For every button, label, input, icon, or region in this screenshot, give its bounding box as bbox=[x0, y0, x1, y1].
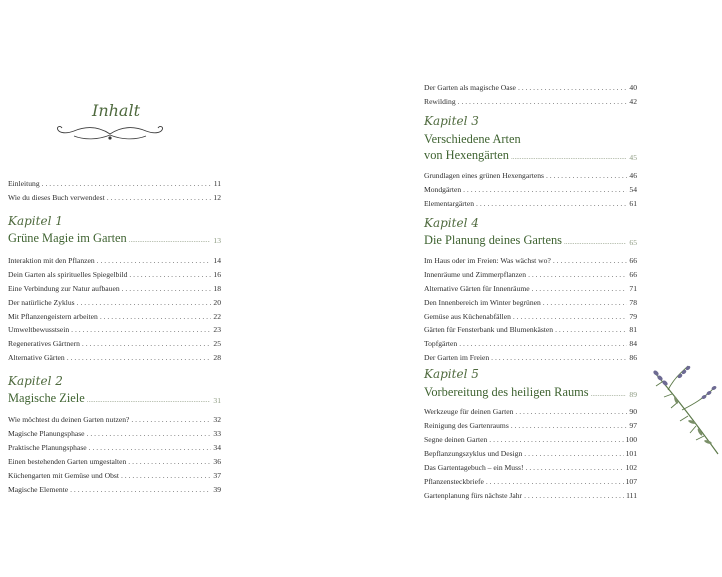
page-number: 39 bbox=[213, 485, 221, 494]
entry-title: von Hexengärten bbox=[424, 148, 509, 162]
dot-leader bbox=[524, 491, 624, 500]
page-number: 32 bbox=[213, 415, 221, 424]
dot-leader bbox=[528, 270, 627, 279]
toc-entry[interactable] bbox=[8, 468, 221, 480]
page-number: 61 bbox=[629, 199, 637, 208]
dot-leader bbox=[546, 171, 627, 180]
dot-leader bbox=[564, 238, 626, 246]
page-number: 102 bbox=[625, 463, 637, 472]
page-number: 31 bbox=[213, 396, 221, 405]
dot-leader bbox=[511, 421, 628, 430]
page-number: 97 bbox=[629, 421, 637, 430]
entry-title: Der natürliche Zyklus bbox=[8, 298, 75, 307]
dot-leader bbox=[89, 443, 212, 452]
dot-leader bbox=[532, 284, 628, 293]
page-number: 100 bbox=[625, 435, 637, 444]
page-number: 89 bbox=[629, 390, 637, 399]
page-number: 13 bbox=[213, 236, 221, 245]
toc-entry[interactable] bbox=[8, 454, 221, 466]
page-number: 33 bbox=[213, 429, 221, 438]
chapter-label: Kapitel 4 bbox=[424, 216, 479, 230]
page-number: 101 bbox=[625, 449, 637, 458]
entry-title: Mit Pflanzengeistern arbeiten bbox=[8, 312, 98, 321]
entry-title: Dein Garten als spirituelles Spiegelbild bbox=[8, 270, 128, 279]
toc-entry[interactable] bbox=[8, 281, 221, 293]
toc-entry[interactable] bbox=[424, 281, 637, 293]
toc-entry[interactable] bbox=[424, 253, 637, 265]
ornamental-flourish-icon bbox=[54, 124, 166, 144]
entry-title: Wie du dieses Buch verwendest bbox=[8, 193, 105, 202]
dot-leader bbox=[107, 193, 212, 202]
entry-title: Werkzeuge für deinen Garten bbox=[424, 407, 514, 416]
page-number: 107 bbox=[625, 477, 637, 486]
chapter-label: Kapitel 5 bbox=[424, 367, 479, 381]
dot-leader bbox=[67, 353, 212, 362]
page-number: 66 bbox=[629, 256, 637, 265]
toc-entry[interactable] bbox=[424, 488, 637, 500]
toc-entry[interactable] bbox=[424, 168, 637, 180]
dot-leader bbox=[42, 179, 212, 188]
dot-leader bbox=[476, 199, 627, 208]
page-number: 71 bbox=[629, 284, 637, 293]
dot-leader bbox=[489, 435, 623, 444]
dot-leader bbox=[511, 153, 626, 161]
entry-title: Grüne Magie im Garten bbox=[8, 231, 127, 245]
dot-leader bbox=[100, 312, 212, 321]
chapter-label: Kapitel 3 bbox=[424, 114, 479, 128]
dot-leader bbox=[82, 339, 212, 348]
lavender-sprig-icon bbox=[648, 364, 720, 464]
toc-entry[interactable] bbox=[8, 190, 221, 202]
page-number: 42 bbox=[629, 97, 637, 106]
chapter-title[interactable] bbox=[8, 231, 221, 246]
dot-leader bbox=[518, 83, 627, 92]
toc-entry[interactable] bbox=[424, 432, 637, 444]
page-number: 90 bbox=[629, 407, 637, 416]
entry-title: Magische Elemente bbox=[8, 485, 69, 494]
entry-title: Vorbereitung des heiligen Raums bbox=[424, 385, 589, 399]
toc-entry[interactable] bbox=[424, 404, 637, 416]
toc-entry[interactable] bbox=[8, 295, 221, 307]
dot-leader bbox=[524, 449, 623, 458]
entry-title: Gemüse aus Küchenabfällen bbox=[424, 312, 511, 321]
toc-entry[interactable] bbox=[424, 446, 637, 458]
page-number: 45 bbox=[629, 153, 637, 162]
toc-entry[interactable] bbox=[8, 412, 221, 424]
page-number: 54 bbox=[629, 185, 637, 194]
toc-entry[interactable] bbox=[424, 94, 637, 106]
dot-leader bbox=[71, 325, 211, 334]
entry-title: Den Innenbereich im Winter begrünen bbox=[424, 298, 541, 307]
chapter-label: Kapitel 1 bbox=[8, 214, 63, 228]
dot-leader bbox=[87, 429, 212, 438]
toc-entry[interactable] bbox=[8, 267, 221, 279]
page-number: 37 bbox=[213, 471, 221, 480]
page-number: 12 bbox=[213, 193, 221, 202]
entry-title: Eine Verbindung zur Natur aufbauen bbox=[8, 284, 120, 293]
dot-leader bbox=[459, 339, 627, 348]
page-number: 25 bbox=[213, 339, 221, 348]
dot-leader bbox=[129, 236, 211, 244]
dot-leader bbox=[129, 270, 211, 279]
dot-leader bbox=[97, 256, 212, 265]
chapter-title-line1[interactable] bbox=[424, 132, 637, 147]
dot-leader bbox=[77, 298, 212, 307]
chapter-title[interactable] bbox=[8, 391, 221, 406]
entry-title: Die Planung deines Gartens bbox=[424, 233, 562, 247]
dot-leader bbox=[463, 185, 627, 194]
dot-leader bbox=[122, 284, 212, 293]
page-number: 86 bbox=[629, 353, 637, 362]
toc-entry[interactable] bbox=[8, 309, 221, 321]
entry-title: Im Haus oder im Freien: Was wächst wo? bbox=[424, 256, 551, 265]
page-number: 36 bbox=[213, 457, 221, 466]
toc-entry[interactable] bbox=[424, 322, 637, 334]
entry-title: Küchengarten mit Gemüse und Obst bbox=[8, 471, 119, 480]
dot-leader bbox=[70, 485, 211, 494]
dot-leader bbox=[555, 325, 627, 334]
page-number: 11 bbox=[213, 179, 221, 188]
entry-title: Regeneratives Gärtnern bbox=[8, 339, 80, 348]
dot-leader bbox=[486, 477, 624, 486]
toc-entry[interactable] bbox=[424, 309, 637, 321]
entry-title: Elementargärten bbox=[424, 199, 475, 208]
page-number: 111 bbox=[626, 491, 637, 500]
dot-leader bbox=[515, 407, 627, 416]
toc-entry[interactable] bbox=[8, 322, 221, 334]
toc-entry[interactable] bbox=[424, 460, 637, 472]
page-number: 28 bbox=[213, 353, 221, 362]
toc-entry[interactable] bbox=[424, 196, 637, 208]
toc-entry[interactable] bbox=[424, 474, 637, 486]
page-number: 65 bbox=[629, 238, 637, 247]
toc-entry[interactable] bbox=[424, 182, 637, 194]
entry-title: Pflanzensteckbriefe bbox=[424, 477, 484, 486]
toc-entry[interactable] bbox=[424, 418, 637, 430]
entry-title: Gartenplanung fürs nächste Jahr bbox=[424, 491, 523, 500]
entry-title: Der Garten als magische Oase bbox=[424, 83, 516, 92]
toc-entry[interactable] bbox=[8, 336, 221, 348]
dot-leader bbox=[543, 298, 628, 307]
entry-title: Bepflanzungszyklus und Design bbox=[424, 449, 523, 458]
dot-leader bbox=[87, 396, 211, 404]
entry-title: Grundlagen eines grünen Hexengartens bbox=[424, 171, 544, 180]
entry-title: Rewilding bbox=[424, 97, 456, 106]
chapter-title[interactable] bbox=[424, 233, 637, 248]
entry-title: Das Gartentagebuch – ein Muss! bbox=[424, 463, 524, 472]
page-number: 14 bbox=[213, 256, 221, 265]
dot-leader bbox=[553, 256, 628, 265]
entry-title: Reinigung des Gartenraums bbox=[424, 421, 509, 430]
dot-leader bbox=[591, 390, 627, 398]
page-number: 23 bbox=[213, 325, 221, 334]
entry-title: Interaktion mit den Pflanzen bbox=[8, 256, 95, 265]
dot-leader bbox=[526, 463, 624, 472]
entry-title: Umweltbewusstsein bbox=[8, 325, 70, 334]
entry-title: Innenräume und Zimmerpflanzen bbox=[424, 270, 527, 279]
page-number: 78 bbox=[629, 298, 637, 307]
dot-leader bbox=[513, 312, 628, 321]
entry-title: Magische Ziele bbox=[8, 391, 85, 405]
entry-title: Praktische Planungsphase bbox=[8, 443, 87, 452]
toc-heading: Inhalt bbox=[92, 101, 141, 120]
dot-leader bbox=[491, 353, 627, 362]
page-number: 46 bbox=[629, 171, 637, 180]
chapter-label: Kapitel 2 bbox=[8, 374, 63, 388]
toc-entry[interactable] bbox=[424, 80, 637, 92]
page-number: 84 bbox=[629, 339, 637, 348]
page-number: 16 bbox=[213, 270, 221, 279]
entry-title: Segne deinen Garten bbox=[424, 435, 488, 444]
entry-title: Einen bestehenden Garten umgestalten bbox=[8, 457, 127, 466]
entry-title: Wie möchtest du deinen Garten nutzen? bbox=[8, 415, 130, 424]
chapter-title[interactable] bbox=[424, 148, 637, 163]
page-number: 34 bbox=[213, 443, 221, 452]
page-number: 22 bbox=[213, 312, 221, 321]
toc-entry[interactable] bbox=[8, 440, 221, 452]
entry-title: Topfgärten bbox=[424, 339, 458, 348]
dot-leader bbox=[131, 415, 211, 424]
dot-leader bbox=[458, 97, 628, 106]
entry-title: Magische Planungsphase bbox=[8, 429, 85, 438]
page-number: 79 bbox=[629, 312, 637, 321]
toc-entry[interactable] bbox=[424, 336, 637, 348]
page-number: 40 bbox=[629, 83, 637, 92]
toc-entry[interactable] bbox=[8, 176, 221, 188]
chapter-title[interactable] bbox=[424, 385, 637, 400]
toc-entry[interactable] bbox=[8, 426, 221, 438]
entry-title: Einleitung bbox=[8, 179, 40, 188]
toc-entry[interactable] bbox=[424, 350, 637, 362]
page-number: 20 bbox=[213, 298, 221, 307]
entry-title: Alternative Gärten für Innenräume bbox=[424, 284, 530, 293]
entry-title: Alternative Gärten bbox=[8, 353, 65, 362]
entry-title: Gärten für Fensterbank und Blumenkästen bbox=[424, 325, 554, 334]
toc-entry[interactable] bbox=[8, 482, 221, 494]
dot-leader bbox=[128, 457, 211, 466]
entry-title: Verschiedene Arten bbox=[424, 132, 521, 146]
entry-title: Der Garten im Freien bbox=[424, 353, 490, 362]
dot-leader bbox=[121, 471, 211, 480]
page-number: 81 bbox=[629, 325, 637, 334]
page-number: 18 bbox=[213, 284, 221, 293]
entry-title: Mondgärten bbox=[424, 185, 462, 194]
toc-entry[interactable] bbox=[8, 350, 221, 362]
toc-entry[interactable] bbox=[8, 253, 221, 265]
toc-entry[interactable] bbox=[424, 295, 637, 307]
toc-entry[interactable] bbox=[424, 267, 637, 279]
page-number: 66 bbox=[629, 270, 637, 279]
